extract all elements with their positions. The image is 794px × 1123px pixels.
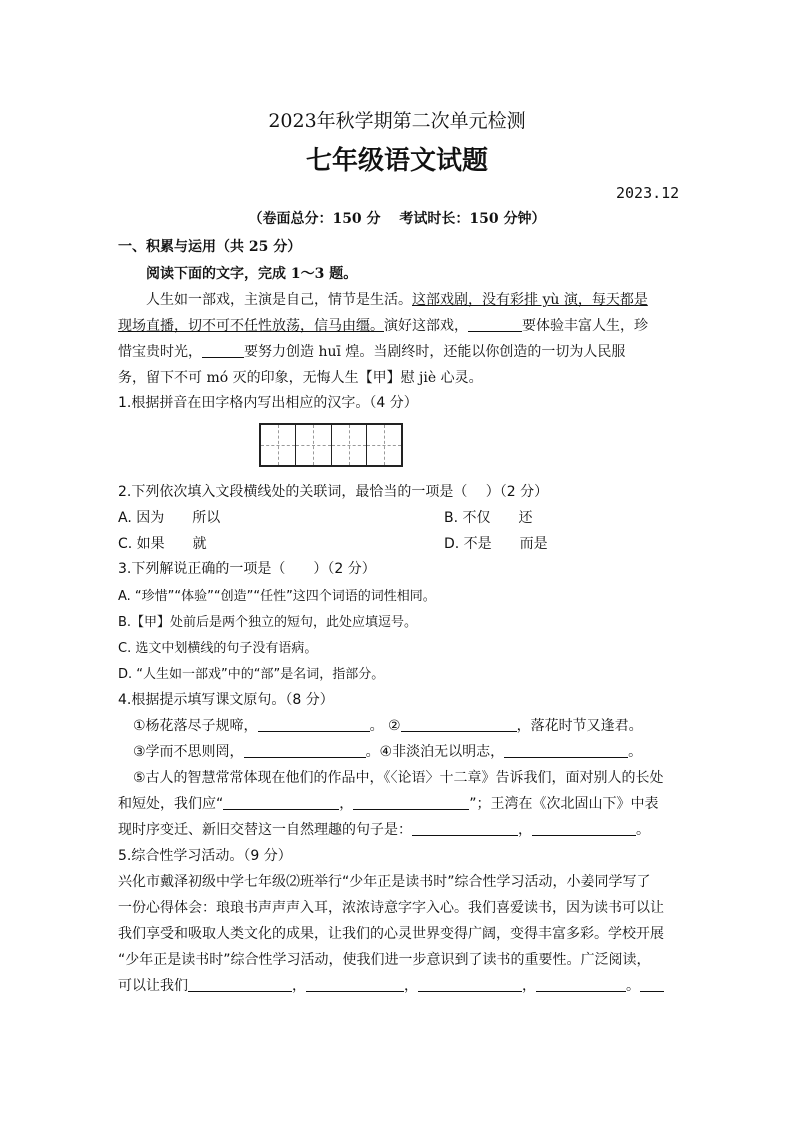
answer-blank[interactable] — [223, 795, 339, 810]
answer-blank[interactable] — [640, 977, 664, 992]
answer-blank[interactable] — [306, 977, 404, 992]
tianzige-grid[interactable] — [259, 423, 403, 467]
q3-option-b[interactable]: B.【甲】处前后是两个独立的短句，此处应填逗号。 — [118, 615, 418, 630]
grid-cell[interactable] — [296, 425, 331, 465]
q5-line-2: 一份心得体会：琅琅书声声声入耳，浓浓诗意字字入心。我们喜爱读书，因为读书可以让 — [118, 900, 664, 916]
answer-blank[interactable] — [202, 343, 244, 358]
answer-blank[interactable] — [244, 743, 366, 758]
q3-option-a[interactable]: A. “珍惜”“体验”“创造”“任性”这四个词语的词性相同。 — [118, 589, 436, 604]
q3-option-c[interactable]: C. 选文中划横线的句子没有语病。 — [118, 641, 318, 656]
underlined-sentence-cont: 现场直播，切不可不任性放荡，信马由缰。 — [118, 318, 384, 334]
exam-info: （卷面总分：150 分 考试时长：150 分钟） — [248, 211, 546, 227]
question-1: 1.根据拼音在田字格内写出相应的汉字。（4 分） — [118, 395, 418, 411]
exam-title: 七年级语文试题 — [305, 146, 488, 176]
q4-line-2: ③学而不思则罔， 。④非淡泊无以明志， 。 — [133, 744, 643, 760]
q2-option-c[interactable]: C. 如果 就 — [118, 536, 207, 552]
grid-cell[interactable] — [332, 425, 367, 465]
q2-option-b[interactable]: B. 不仅 还 — [444, 510, 533, 526]
exam-subtitle: 2023年秋学期第二次单元检测 — [268, 110, 526, 132]
q3-option-d[interactable]: D. “人生如一部戏”中的“部”是名词，指部分。 — [118, 667, 385, 682]
question-4: 4.根据提示填写课文原句。（8 分） — [118, 692, 334, 708]
exam-date: 2023.12 — [616, 184, 680, 202]
q4-line-4: 和短处，我们应“ ， ”；王湾在《次北固山下》中表 — [118, 796, 659, 812]
grid-cell[interactable] — [367, 425, 401, 465]
passage-line-4: 务，留下不可 mó 灭的印象，无悔人生【甲】慰 jiè 心灵。 — [118, 370, 483, 386]
question-5: 5.综合性学习活动。（9 分） — [118, 848, 292, 864]
answer-blank[interactable] — [353, 795, 469, 810]
q4-line-1: ①杨花落尽子规啼， 。 ② ，落花时节又逢君。 — [133, 718, 643, 734]
question-2: 2.下列依次填入文段横线处的关联词，最恰当的一项是（ ）（2 分） — [118, 484, 549, 500]
answer-blank[interactable] — [401, 717, 517, 732]
answer-blank[interactable] — [532, 821, 636, 836]
answer-blank[interactable] — [258, 717, 370, 732]
question-3: 3.下列解说正确的一项是（ ）（2 分） — [118, 561, 376, 577]
passage-line-2: 现场直播，切不可不任性放荡，信马由缰。演好这部戏， 要体验丰富人生，珍 — [118, 318, 648, 334]
q2-option-d[interactable]: D. 不是 而是 — [444, 536, 548, 552]
q5-line-5: 可以让我们 ， ， ， 。 — [118, 975, 664, 995]
section-heading: 一、积累与运用（共 25 分） — [118, 239, 302, 255]
q5-line-3: 我们享受和吸取人类文化的成果，让我们的心灵世界变得广阔，变得丰富多彩。学校开展 — [118, 926, 664, 942]
q5-line-1: 兴化市戴泽初级中学七年级⑵班举行“少年正是读书时”综合性学习活动，小姜同学写了 — [118, 874, 651, 890]
q2-option-a[interactable]: A. 因为 所以 — [118, 510, 221, 526]
answer-blank[interactable] — [418, 977, 522, 992]
q4-line-5: 现时序变迁、新旧交替这一自然理趣的句子是： ， 。 — [118, 822, 650, 838]
passage-line-1: 人生如一部戏，主演是自己，情节是生活。这部戏剧，没有彩排 yù 演，每天都是 — [146, 292, 648, 308]
underlined-sentence: 这部戏剧，没有彩排 yù 演，每天都是 — [412, 292, 648, 308]
answer-blank[interactable] — [412, 821, 518, 836]
answer-blank[interactable] — [504, 743, 628, 758]
answer-blank[interactable] — [536, 977, 626, 992]
answer-blank[interactable] — [188, 977, 292, 992]
q4-line-3: ⑤古人的智慧常常体现在他们的作品中，《〈论语〉十二章》告诉我们，面对别人的长处 — [133, 770, 664, 786]
answer-blank[interactable] — [468, 317, 522, 332]
section-intro: 阅读下面的文字，完成 1～3 题。 — [146, 266, 358, 282]
passage-line-3: 惜宝贵时光， 要努力创造 huī 煌。当剧终时，还能以你创造的一切为人民服 — [118, 344, 626, 360]
q5-line-4: “少年正是读书时”综合性学习活动，使我们进一步意识到了读书的重要性。广泛阅读， — [118, 952, 651, 968]
grid-cell[interactable] — [261, 425, 296, 465]
